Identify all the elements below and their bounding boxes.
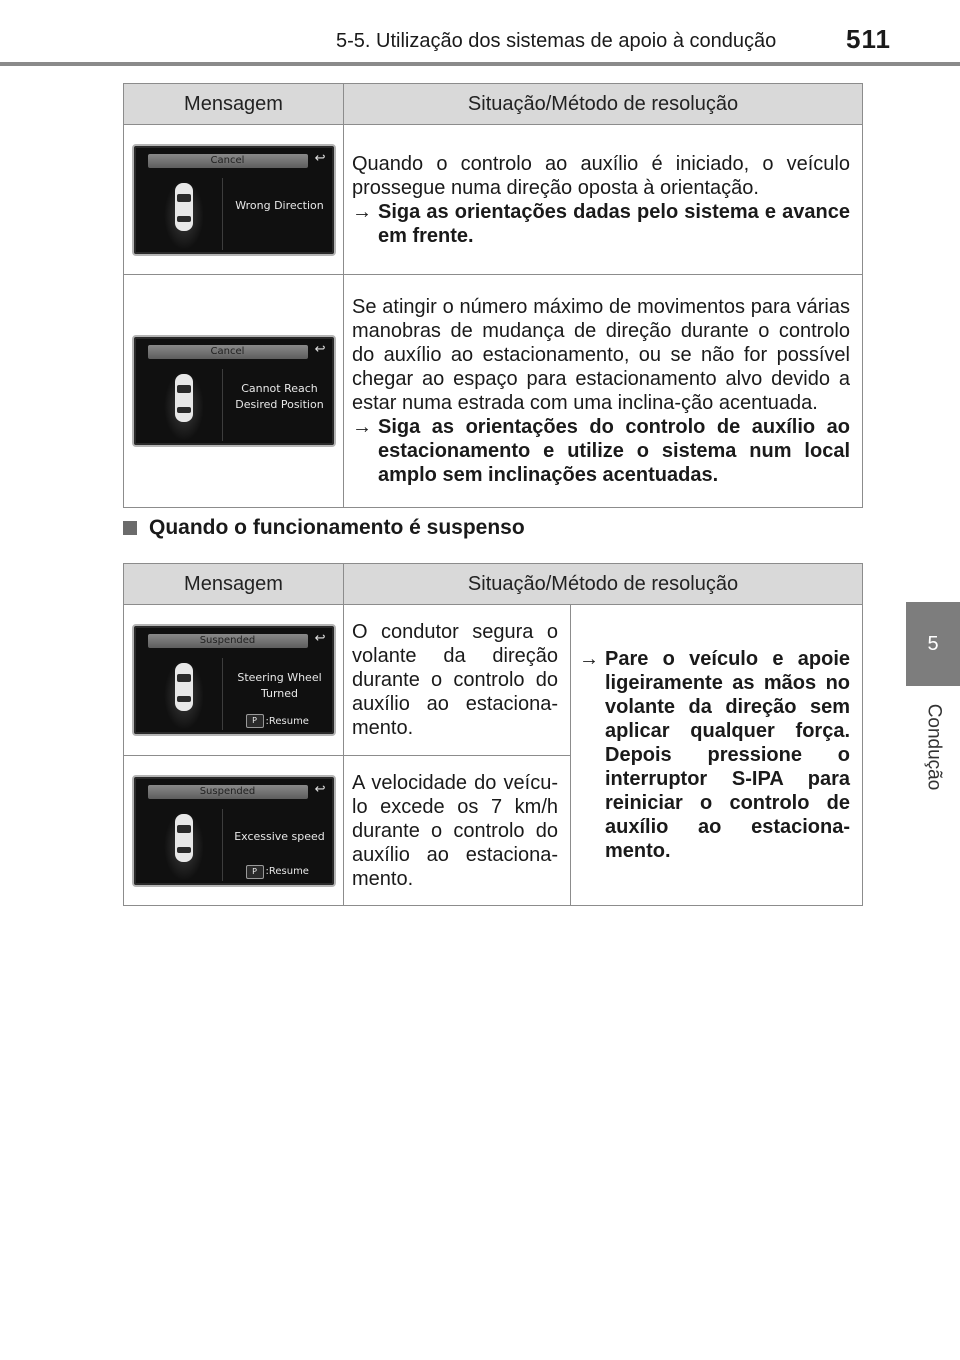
screen-message-line1: Cannot Reach (241, 382, 318, 395)
return-icon: ↩ (314, 781, 326, 797)
header-rule (0, 62, 960, 66)
cancel-bar: Cancel (148, 345, 308, 359)
solution-cell (344, 125, 863, 275)
resolution-item (579, 647, 850, 863)
chapter-number: 5 (927, 632, 939, 655)
arrow-icon: → (352, 416, 372, 438)
screen-message (226, 178, 334, 234)
cancel-bar: Cancel (148, 154, 308, 168)
bullet-square-icon (123, 521, 137, 535)
situation-text: Quando o controlo ao auxílio é iniciado, o veículo prossegue numa direção oposta à orientação. (352, 152, 850, 199)
display-screen (132, 624, 336, 736)
solution-cell (344, 275, 863, 508)
return-icon: ↩ (314, 150, 326, 166)
screen-message-line1: Wrong Direction (235, 198, 324, 212)
situation-text: O condutor segura o volante da direção durante o controlo do auxílio ao estaciona-mento. (352, 621, 558, 739)
screen-message-line1: Excessive speed (234, 829, 325, 843)
resume-hint (246, 865, 309, 879)
resolution-text: Siga as orientações do controlo de auxílio ao estacionamento e utilize o sistema num local amplo sem inclinações acentuadas. (378, 416, 850, 486)
car-icon (174, 182, 194, 232)
column-header-solution: Situação/Método de resolução (344, 564, 863, 605)
arrow-icon: → (579, 648, 599, 670)
situation-text: A velocidade do veícu-lo excede os 7 km/h durante o controlo do auxílio ao estaciona-mento. (352, 771, 558, 890)
table-row (124, 125, 863, 275)
screen-message (226, 658, 334, 714)
resolution-item (352, 200, 850, 248)
table-row (124, 605, 863, 756)
display-screen (132, 335, 336, 447)
message-image-cell (124, 756, 344, 906)
situation-text: Se atingir o número máximo de movimentos para várias manobras de mudança de direção durante o controlo do auxílio ao estacionamento, ou se não for possível chegar ao espaço para estacionamento alvo devido a estar numa estrada com uma inclina-ção acentuada. (352, 296, 850, 414)
situation-cell (344, 605, 571, 756)
car-icon (174, 373, 194, 423)
message-image-cell (124, 275, 344, 508)
resume-label: :Resume (265, 866, 309, 877)
return-icon: ↩ (314, 631, 326, 646)
page-number: 511 (846, 24, 891, 54)
screen-divider (222, 658, 223, 730)
chapter-label: Condução (923, 703, 944, 791)
screen-divider (222, 178, 223, 250)
message-image-cell (124, 605, 344, 756)
suspended-bar: Suspended (148, 785, 308, 799)
resolution-item (352, 415, 850, 487)
message-image-cell (124, 125, 344, 275)
shared-resolution-cell (571, 605, 863, 906)
message-table-1 (123, 83, 863, 508)
resume-label: :Resume (265, 715, 309, 727)
message-table-2 (123, 563, 863, 906)
car-icon (174, 662, 194, 712)
column-header-message: Mensagem (124, 84, 344, 125)
arrow-icon: → (352, 200, 372, 223)
screen-message-line2: Desired Position (235, 398, 324, 411)
display-screen (132, 144, 336, 256)
screen-message-line1: Steering Wheel (237, 671, 322, 684)
section-heading-text: Quando o funcionamento é suspenso (149, 516, 525, 539)
column-header-message: Mensagem (124, 564, 344, 605)
screen-divider (222, 369, 223, 441)
screen-message-line2: Turned (260, 687, 299, 700)
suspended-bar: Suspended (148, 634, 308, 648)
return-icon: ↩ (314, 342, 326, 357)
screen-divider (222, 809, 223, 881)
table-row (124, 275, 863, 508)
column-header-solution: Situação/Método de resolução (344, 84, 863, 125)
screen-message (226, 369, 334, 425)
display-screen (132, 775, 336, 887)
parking-switch-icon: P (246, 865, 264, 879)
situation-cell (344, 756, 571, 906)
resolution-text: Siga as orientações dadas pelo sistema e avance em frente. (378, 200, 850, 247)
screen-message (226, 809, 334, 865)
car-icon (174, 813, 194, 863)
resume-hint (246, 714, 309, 728)
section-heading (123, 516, 525, 540)
chapter-tab (906, 602, 960, 686)
parking-switch-icon: P (246, 714, 264, 728)
chapter-label-container (906, 692, 960, 802)
resolution-text: Pare o veículo e apoie ligeiramente as mãos no volante da direção sem aplicar qualquer força. Depois pressione o interruptor S-IPA para reiniciar o controlo de auxílio ao estaciona-mento. (605, 648, 850, 862)
section-title: 5-5. Utilização dos sistemas de apoio à condução (336, 30, 777, 52)
